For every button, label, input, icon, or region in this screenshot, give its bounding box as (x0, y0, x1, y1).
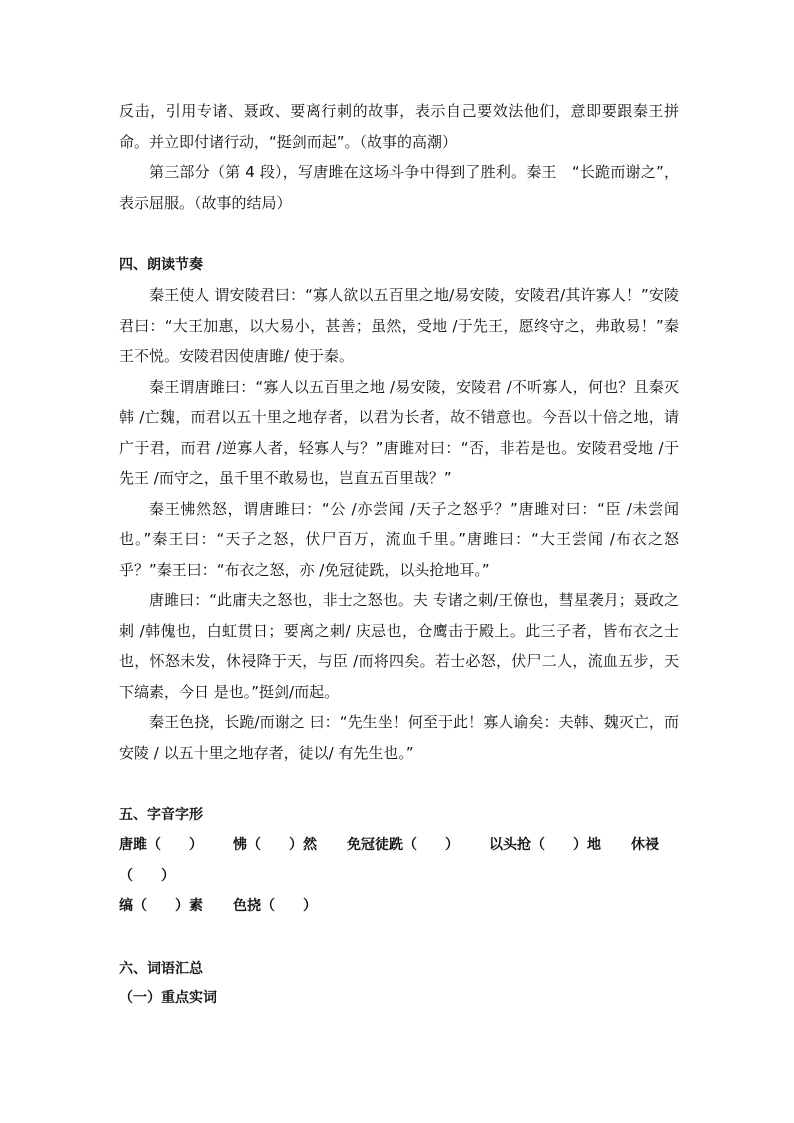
spacer (119, 218, 679, 250)
rhythm-paragraph-1: 秦王使人 谓安陵君曰：“寡人欲以五百里之地/易安陵，安陵君/其许寡人！”安陵君曰：“大王加惠，以大易小，甚善；虽然，受地 /于先王，愿终守之，弗敢易！”秦王不悦。安陵君因使唐雎/ 使于秦。 (119, 286, 679, 365)
paragraph-part2-continued: 反击，引用专诸、聂政、要离行刺的故事，表示自己要效法他们，意即要跟秦王拼命。并立即付诸行动，“挺剑而起”。（故事的高潮） (119, 102, 679, 151)
pronunciation-item: 以头抢（ ）地 (489, 837, 601, 853)
pronunciation-item: 免冠徒跣（ ） (347, 837, 459, 853)
section-title-pronunciation: 五、字音字形 (119, 807, 203, 823)
pronunciation-blank: （ ） (119, 867, 175, 884)
rhythm-paragraph-5: 秦王色挠，长跪/而谢之 曰：“先生坐！何至于此！寡人谕矣：夫韩、魏灭亡，而安陵 / 以五十里之地存者，徒以/ 有先生也。” (119, 713, 679, 762)
pronunciation-row-1-wrap (119, 861, 679, 892)
pronunciation-item: 怫（ ）然 (233, 837, 317, 853)
pronunciation-item: 唐雎（ ） (119, 837, 203, 853)
pronunciation-item: 缟（ ）素 (119, 898, 203, 914)
subsection-title-key-words: （一）重点实词 (119, 989, 217, 1006)
pronunciation-item: 休祲 (631, 837, 659, 853)
paragraph-part3: 第三部分（第 4 段），写唐雎在这场斗争中得到了胜利。秦王 “长跪而谢之”，表示屈服。（故事的结局） (119, 163, 679, 212)
rhythm-paragraph-4: 唐雎曰：“此庸夫之怒也，非士之怒也。夫 专诸之刺/王僚也，彗星袭月；聂政之刺 /韩傀也，白虹贯日；要离之刺/ 庆忌也，仓鹰击于殿上。此三子者，皆布衣之士也，怀怒未发，休祲降于天，与臣 /而将四矣。若士必怒，伏尸二人，流血五步，天下缟素，今日 是也。”挺剑/而起。 (119, 591, 679, 701)
spacer (119, 922, 679, 954)
pronunciation-row-2 (119, 891, 679, 922)
section-title-reading-rhythm: 四、朗读节奏 (119, 257, 203, 273)
spacer (119, 768, 679, 800)
rhythm-paragraph-2: 秦王谓唐雎曰：“寡人以五百里之地 /易安陵，安陵君 /不听寡人，何也？且秦灭韩 /亡魏，而君以五十里之地存者，以君为长者，故不错意也。今吾以十倍之地，请广于君，而君 /逆寡人者，轻寡人与？”唐雎对曰：“否，非若是也。安陵君受地 /于先王 /而守之，虽千里不敢易也，岂直五百里哉？” (119, 377, 679, 487)
pronunciation-row-1 (119, 830, 679, 861)
rhythm-paragraph-3: 秦王怫然怒，谓唐雎曰：“公 /亦尝闻 /天子之怒乎？”唐雎对曰：“臣 /未尝闻也。”秦王曰：“天子之怒，伏尸百万，流血千里。”唐雎曰：“大王尝闻 /布衣之怒乎？”秦王曰：“布衣之怒，亦 /免冠徒跣，以头抢地耳。” (119, 499, 679, 579)
document-content (119, 96, 679, 1012)
section-title-vocabulary: 六、词语汇总 (119, 960, 203, 977)
pronunciation-item: 色挠（ ） (233, 898, 317, 914)
